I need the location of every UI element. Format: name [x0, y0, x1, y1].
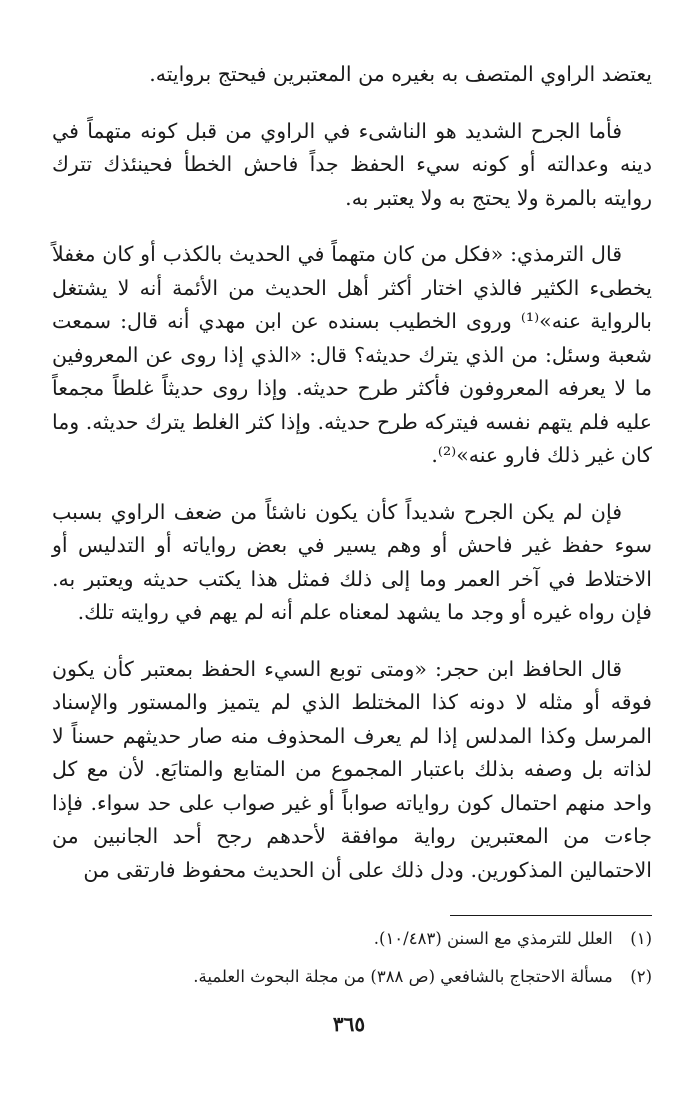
footnote-2 [52, 963, 652, 991]
footnote-number: (١) [630, 929, 652, 948]
paragraph-2: فأما الجرح الشديد هو الناشىء في الراوي من قبل كونه متهماً في دينه وعدالته أو كونه سيء الحفظ جداً فاحش الخطأ فحينئذك تترك روايته بالمرة ولا يحتج به ولا يعتبر به. [52, 118, 652, 210]
footnote-1 [52, 925, 652, 953]
main-text [52, 58, 652, 910]
footnote-text: مسألة الاحتجاج بالشافعي (ص ٣٨٨) من مجلة البحوث العلمية. [193, 967, 613, 986]
footnote-divider [450, 915, 652, 916]
footnote-number: (٢) [630, 967, 652, 986]
paragraph-4: فإن لم يكن الجرح شديداً كأن يكون ناشئاً من ضعف الراوي بسبب سوء حفظ غير فاحش أو وهم يسير في بعض رواياته أو التدليس أو الاختلاط في آخر العمر وما إلى ذلك فمثل هذا يكتب حديثه ويعتبر به. فإن رواه غيره أو وجد ما يشهد لمعناه علم أنه لم يهم في روايته تلك. [52, 499, 652, 624]
paragraph-1: يعتضد الراوي المتصف به بغيره من المعتبرين فيحتج بروايته. [149, 62, 652, 86]
paragraph-5: قال الحافظ ابن حجر: «ومتى توبع السيء الحفظ بمعتبر كأن يكون فوقه أو مثله لا دونه كذا المختلط الذي لم يتميز والمستور والإسناد المرسل وكذا المدلس إذا لم يعرف المحذوف منه صار حديثهم حسناً لا لذاته بل وصفه بذلك باعتبار المجموع من المتابع والمتابَع. لأن مع كل واحد منهم احتمال كون رواياته صواباً أو غير صواب على حد سواء. فإذا جاءت من المعتبرين رواية موافقة لأحدهم رجح أحد الجانبين من الاحتمالين المذكورين. ودل ذلك على أن الحديث محفوظ فارتقى من [52, 656, 652, 882]
page-number: ٣٦٥ [332, 1012, 366, 1036]
paragraph-3: قال الترمذي: «فكل من كان متهماً في الحديث بالكذب أو كان مغفلاً يخطىء الكثير فالذي اختار أكثر أهل الحديث من الأئمة أنه لا يشتغل بالرواية عنه»⁽¹⁾ وروى الخطيب بسنده عن ابن مهدي أنه قال: سمعت شعبة وسئل: من الذي يترك حديثه؟ قال: «الذي إذا روى عن المعروفين ما لا يعرفه المعروفون فأكثر طرح حديثه. وإذا روى حديثاً غلطاً مجمعاً عليه فلم يتهم نفسه فيتركه طرح حديثه. وإذا كثر الغلط يترك حديثه. وما كان غير ذلك فارو عنه»⁽²⁾. [52, 242, 652, 467]
footnote-text: العلل للترمذي مع السنن (١٠/٤٨٣). [373, 929, 613, 948]
footnotes [52, 925, 652, 1001]
